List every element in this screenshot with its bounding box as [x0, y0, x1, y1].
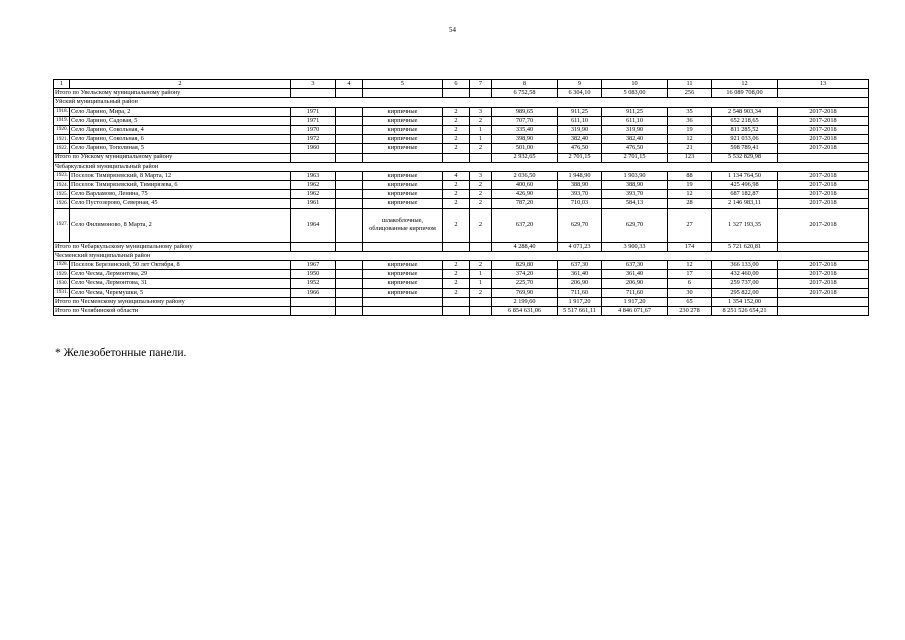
empty-cell — [291, 89, 336, 98]
address-cell: Село Ларино, Сокольная, 4 — [70, 125, 291, 134]
year-cell: 1964 — [291, 208, 336, 242]
data-cell: 319,90 — [558, 125, 602, 134]
data-cell: 12 — [668, 190, 712, 199]
data-cell: 2 — [470, 288, 492, 297]
data-cell: 36 — [668, 116, 712, 125]
material-cell: кирпичные — [363, 125, 443, 134]
period-cell: 2017-2018 — [778, 279, 869, 288]
data-cell: 2 548 903,34 — [712, 107, 778, 116]
address-cell: Село Чесма, Черемушки, 5 — [70, 288, 291, 297]
data-cell: 295 822,00 — [712, 288, 778, 297]
address-cell: Село Ларино, Сокольная, 6 — [70, 135, 291, 144]
total-cell: 4 846 071,67 — [602, 306, 668, 315]
period-cell: 2017-2018 — [778, 107, 869, 116]
data-cell — [336, 190, 363, 199]
data-cell: 2 — [443, 270, 470, 279]
empty-cell — [470, 306, 492, 315]
total-label: Итого по Чесменскому муниципальному району — [54, 297, 291, 306]
data-cell: 652 218,65 — [712, 116, 778, 125]
data-cell: 2 036,50 — [492, 171, 558, 180]
period-cell: 2017-2018 — [778, 270, 869, 279]
table-row — [54, 288, 869, 297]
col-header: 3 — [291, 80, 336, 89]
data-cell: 400,60 — [492, 181, 558, 190]
housing-register-table — [53, 79, 869, 316]
empty-cell — [363, 89, 443, 98]
data-cell: 4 — [443, 171, 470, 180]
data-cell: 1 — [470, 125, 492, 134]
table-row — [54, 279, 869, 288]
data-cell: 12 — [668, 135, 712, 144]
total-cell: 5 721 620,81 — [712, 242, 778, 251]
data-cell: 707,70 — [492, 116, 558, 125]
empty-cell — [291, 242, 336, 251]
total-cell: 65 — [668, 297, 712, 306]
data-cell: 374,20 — [492, 270, 558, 279]
table-row — [54, 208, 869, 242]
address-cell: Село Ларино, Мира, 2 — [70, 107, 291, 116]
material-cell: кирпичные — [363, 181, 443, 190]
empty-cell — [443, 153, 470, 162]
data-cell: 687 182,87 — [712, 190, 778, 199]
table-row — [54, 144, 869, 153]
period-cell: 2017-2018 — [778, 144, 869, 153]
total-cell: 1 917,20 — [558, 297, 602, 306]
empty-cell — [336, 297, 363, 306]
data-cell: 2 — [470, 190, 492, 199]
data-cell: 476,50 — [602, 144, 668, 153]
data-cell: 17 — [668, 270, 712, 279]
data-cell: 637,20 — [492, 208, 558, 242]
data-cell: 598 789,41 — [712, 144, 778, 153]
data-cell: 2 — [443, 279, 470, 288]
year-cell: 1960 — [291, 144, 336, 153]
footnote: * Железобетонные панели. — [55, 347, 187, 359]
data-cell: 637,30 — [602, 261, 668, 270]
total-cell: 5 083,00 — [602, 89, 668, 98]
total-cell: 174 — [668, 242, 712, 251]
data-cell: 2 — [443, 125, 470, 134]
data-cell: 27 — [668, 208, 712, 242]
data-cell: 787,20 — [492, 199, 558, 208]
empty-cell — [778, 306, 869, 315]
total-cell: 230 278 — [668, 306, 712, 315]
empty-cell — [363, 297, 443, 306]
empty-cell — [363, 242, 443, 251]
material-cell: кирпичные — [363, 190, 443, 199]
address-cell: Поселок Тимирязевский, Тимирязева, 6 — [70, 181, 291, 190]
empty-cell — [336, 89, 363, 98]
year-cell: 1950 — [291, 270, 336, 279]
period-cell: 2017-2018 — [778, 199, 869, 208]
empty-cell — [778, 297, 869, 306]
data-cell: 829,80 — [492, 261, 558, 270]
col-header: 10 — [602, 80, 668, 89]
data-cell: 1 948,90 — [558, 171, 602, 180]
data-cell — [336, 208, 363, 242]
row-number: 1924. — [54, 181, 70, 190]
total-label: Итого по Челябинской области — [54, 306, 291, 315]
data-cell: 393,70 — [602, 190, 668, 199]
data-cell: 711,60 — [602, 288, 668, 297]
total-row — [54, 306, 869, 315]
data-cell: 88 — [668, 171, 712, 180]
empty-cell — [470, 153, 492, 162]
year-cell: 1962 — [291, 181, 336, 190]
row-number: 1927. — [54, 208, 70, 242]
total-cell: 1 917,20 — [602, 297, 668, 306]
table-row — [54, 171, 869, 180]
total-cell: 8 251 526 654,21 — [712, 306, 778, 315]
year-cell: 1963 — [291, 171, 336, 180]
address-cell: Поселок Березинский, 50 лет Октября, 8 — [70, 261, 291, 270]
data-cell: 28 — [668, 199, 712, 208]
data-cell: 2 — [443, 107, 470, 116]
data-cell: 19 — [668, 125, 712, 134]
empty-cell — [778, 153, 869, 162]
data-cell: 382,40 — [558, 135, 602, 144]
empty-cell — [443, 242, 470, 251]
data-cell — [336, 171, 363, 180]
data-cell: 1 134 764,50 — [712, 171, 778, 180]
total-cell: 6 752,58 — [492, 89, 558, 98]
period-cell: 2017-2018 — [778, 208, 869, 242]
table-row — [54, 107, 869, 116]
row-number: 1922. — [54, 144, 70, 153]
empty-cell — [470, 242, 492, 251]
year-cell: 1967 — [291, 261, 336, 270]
row-number: 1930. — [54, 279, 70, 288]
data-cell: 811 285,52 — [712, 125, 778, 134]
section-label: Чебаркульский муниципальный район — [54, 162, 869, 171]
table-row — [54, 135, 869, 144]
data-cell: 911,25 — [558, 107, 602, 116]
empty-cell — [291, 297, 336, 306]
data-cell: 2 — [470, 199, 492, 208]
period-cell: 2017-2018 — [778, 171, 869, 180]
total-cell: 2 701,15 — [602, 153, 668, 162]
data-cell: 2 — [443, 116, 470, 125]
address-cell: Село Ларино, Тополиная, 5 — [70, 144, 291, 153]
data-cell — [336, 270, 363, 279]
period-cell: 2017-2018 — [778, 116, 869, 125]
total-label: Итого по Уйскому муниципальному району — [54, 153, 291, 162]
data-cell: 19 — [668, 181, 712, 190]
total-cell: 5 517 661,11 — [558, 306, 602, 315]
data-cell: 710,03 — [558, 199, 602, 208]
data-cell: 2 — [443, 208, 470, 242]
data-cell: 361,40 — [602, 270, 668, 279]
material-cell: кирпичные — [363, 144, 443, 153]
data-cell: 425 496,98 — [712, 181, 778, 190]
data-cell: 426,90 — [492, 190, 558, 199]
data-cell: 2 — [443, 199, 470, 208]
total-cell: 5 532 829,98 — [712, 153, 778, 162]
year-cell: 1952 — [291, 279, 336, 288]
table-row — [54, 116, 869, 125]
data-cell: 584,13 — [602, 199, 668, 208]
row-number: 1925. — [54, 190, 70, 199]
col-header: 9 — [558, 80, 602, 89]
data-cell: 2 — [443, 144, 470, 153]
data-cell: 3 — [470, 107, 492, 116]
section-row — [54, 162, 869, 171]
year-cell: 1971 — [291, 116, 336, 125]
data-cell: 637,30 — [558, 261, 602, 270]
total-row — [54, 242, 869, 251]
total-cell: 2 932,65 — [492, 153, 558, 162]
row-number: 1918. — [54, 107, 70, 116]
data-cell — [336, 125, 363, 134]
period-cell: 2017-2018 — [778, 190, 869, 199]
data-cell: 1 — [470, 270, 492, 279]
data-cell: 319,90 — [602, 125, 668, 134]
data-cell: 2 — [443, 261, 470, 270]
empty-cell — [778, 89, 869, 98]
data-cell: 3 — [470, 171, 492, 180]
section-label: Уйский муниципальный район — [54, 98, 869, 107]
total-row — [54, 89, 869, 98]
year-cell: 1971 — [291, 107, 336, 116]
address-cell: Село Ларино, Садовая, 5 — [70, 116, 291, 125]
page-number: 54 — [449, 26, 456, 34]
data-cell: 1 327 193,35 — [712, 208, 778, 242]
empty-cell — [778, 242, 869, 251]
empty-cell — [363, 153, 443, 162]
table-body — [54, 89, 869, 316]
data-cell: 911,25 — [602, 107, 668, 116]
data-cell: 611,10 — [558, 116, 602, 125]
data-cell: 2 — [443, 135, 470, 144]
section-row — [54, 98, 869, 107]
col-header: 1 — [54, 80, 70, 89]
data-cell: 2 — [470, 181, 492, 190]
data-cell: 2 — [443, 288, 470, 297]
table-row — [54, 190, 869, 199]
data-cell: 366 133,00 — [712, 261, 778, 270]
total-cell: 16 089 708,00 — [712, 89, 778, 98]
material-cell: кирпичные — [363, 261, 443, 270]
empty-cell — [291, 153, 336, 162]
address-cell: Село Филимоново, 8 Марта, 2 — [70, 208, 291, 242]
period-cell: 2017-2018 — [778, 261, 869, 270]
data-cell: 2 — [470, 261, 492, 270]
period-cell: 2017-2018 — [778, 288, 869, 297]
address-cell: Село Пустозерово, Северная, 45 — [70, 199, 291, 208]
period-cell: 2017-2018 — [778, 181, 869, 190]
year-cell: 1970 — [291, 125, 336, 134]
data-cell: 501,00 — [492, 144, 558, 153]
data-cell: 629,70 — [602, 208, 668, 242]
total-cell: 4 071,23 — [558, 242, 602, 251]
data-cell: 206,90 — [558, 279, 602, 288]
data-cell: 2 — [470, 208, 492, 242]
total-label: Итого по Увельскому муниципальному району — [54, 89, 291, 98]
data-cell — [336, 261, 363, 270]
data-cell: 1 — [470, 135, 492, 144]
empty-cell — [470, 297, 492, 306]
empty-cell — [443, 297, 470, 306]
total-label: Итого по Чебаркульскому муниципальному району — [54, 242, 291, 251]
empty-cell — [443, 89, 470, 98]
row-number: 1928. — [54, 261, 70, 270]
data-cell — [336, 181, 363, 190]
total-row — [54, 297, 869, 306]
empty-cell — [443, 306, 470, 315]
col-header: 2 — [70, 80, 291, 89]
row-number: 1926. — [54, 199, 70, 208]
data-cell: 259 737,00 — [712, 279, 778, 288]
total-cell: 2 199,60 — [492, 297, 558, 306]
data-cell — [336, 135, 363, 144]
data-cell: 225,70 — [492, 279, 558, 288]
row-number: 1923. — [54, 171, 70, 180]
row-number: 1921. — [54, 135, 70, 144]
data-cell — [336, 107, 363, 116]
data-cell: 1 — [470, 279, 492, 288]
data-cell: 2 — [443, 190, 470, 199]
total-cell: 3 900,33 — [602, 242, 668, 251]
total-cell: 6 854 631,06 — [492, 306, 558, 315]
data-cell: 382,40 — [602, 135, 668, 144]
data-cell: 335,40 — [492, 125, 558, 134]
address-cell: Село Чесма, Лермонтова, 31 — [70, 279, 291, 288]
row-number: 1919. — [54, 116, 70, 125]
total-cell: 123 — [668, 153, 712, 162]
data-cell: 432 460,00 — [712, 270, 778, 279]
data-cell: 388,90 — [602, 181, 668, 190]
col-header: 4 — [336, 80, 363, 89]
data-cell: 206,90 — [602, 279, 668, 288]
row-number: 1920. — [54, 125, 70, 134]
empty-cell — [363, 306, 443, 315]
total-cell: 4 288,40 — [492, 242, 558, 251]
empty-cell — [336, 306, 363, 315]
data-cell: 2 — [470, 116, 492, 125]
data-cell: 989,65 — [492, 107, 558, 116]
data-cell: 30 — [668, 288, 712, 297]
section-row — [54, 251, 869, 260]
material-cell: кирпичные — [363, 171, 443, 180]
col-header: 11 — [668, 80, 712, 89]
material-cell: кирпичные — [363, 288, 443, 297]
data-cell: 388,90 — [558, 181, 602, 190]
year-cell: 1966 — [291, 288, 336, 297]
empty-cell — [336, 242, 363, 251]
data-cell: 393,70 — [558, 190, 602, 199]
col-header: 8 — [492, 80, 558, 89]
address-cell: Поселок Тимирязевский, 8 Марта, 12 — [70, 171, 291, 180]
material-cell: кирпичные — [363, 270, 443, 279]
column-number-row — [54, 80, 869, 89]
address-cell: Село Чесма, Лермонтова, 29 — [70, 270, 291, 279]
data-cell — [336, 279, 363, 288]
data-cell: 398,90 — [492, 135, 558, 144]
data-cell: 611,10 — [602, 116, 668, 125]
table-row — [54, 125, 869, 134]
empty-cell — [336, 153, 363, 162]
data-cell — [336, 116, 363, 125]
material-cell: шлакоблочные, облицованные кирпичом — [363, 208, 443, 242]
col-header: 5 — [363, 80, 443, 89]
data-cell — [336, 144, 363, 153]
data-cell: 921 033,06 — [712, 135, 778, 144]
data-cell — [336, 288, 363, 297]
material-cell: кирпичные — [363, 279, 443, 288]
data-cell: 2 146 983,11 — [712, 199, 778, 208]
table-row — [54, 181, 869, 190]
empty-cell — [470, 89, 492, 98]
period-cell: 2017-2018 — [778, 135, 869, 144]
section-label: Чесменский муниципальный район — [54, 251, 869, 260]
year-cell: 1972 — [291, 135, 336, 144]
row-number: 1929. — [54, 270, 70, 279]
data-cell: 711,60 — [558, 288, 602, 297]
data-cell: 769,90 — [492, 288, 558, 297]
table-row — [54, 261, 869, 270]
col-header: 6 — [443, 80, 470, 89]
col-header: 12 — [712, 80, 778, 89]
material-cell: кирпичные — [363, 107, 443, 116]
data-cell: 629,70 — [558, 208, 602, 242]
material-cell: кирпичные — [363, 199, 443, 208]
table-row — [54, 199, 869, 208]
material-cell: кирпичные — [363, 116, 443, 125]
table-row — [54, 270, 869, 279]
year-cell: 1962 — [291, 190, 336, 199]
address-cell: Село Варламово, Ленина, 75 — [70, 190, 291, 199]
total-cell: 1 354 152,00 — [712, 297, 778, 306]
col-header: 7 — [470, 80, 492, 89]
material-cell: кирпичные — [363, 135, 443, 144]
data-cell: 12 — [668, 261, 712, 270]
total-cell: 2 701,15 — [558, 153, 602, 162]
period-cell: 2017-2018 — [778, 125, 869, 134]
data-cell: 21 — [668, 144, 712, 153]
total-row — [54, 153, 869, 162]
data-cell: 6 — [668, 279, 712, 288]
data-cell: 361,40 — [558, 270, 602, 279]
data-cell: 1 903,90 — [602, 171, 668, 180]
empty-cell — [291, 306, 336, 315]
data-cell: 2 — [470, 144, 492, 153]
data-cell — [336, 199, 363, 208]
data-cell: 476,50 — [558, 144, 602, 153]
year-cell: 1961 — [291, 199, 336, 208]
row-number: 1931. — [54, 288, 70, 297]
total-cell: 6 304,10 — [558, 89, 602, 98]
col-header: 13 — [778, 80, 869, 89]
data-cell: 35 — [668, 107, 712, 116]
total-cell: 256 — [668, 89, 712, 98]
data-cell: 2 — [443, 181, 470, 190]
